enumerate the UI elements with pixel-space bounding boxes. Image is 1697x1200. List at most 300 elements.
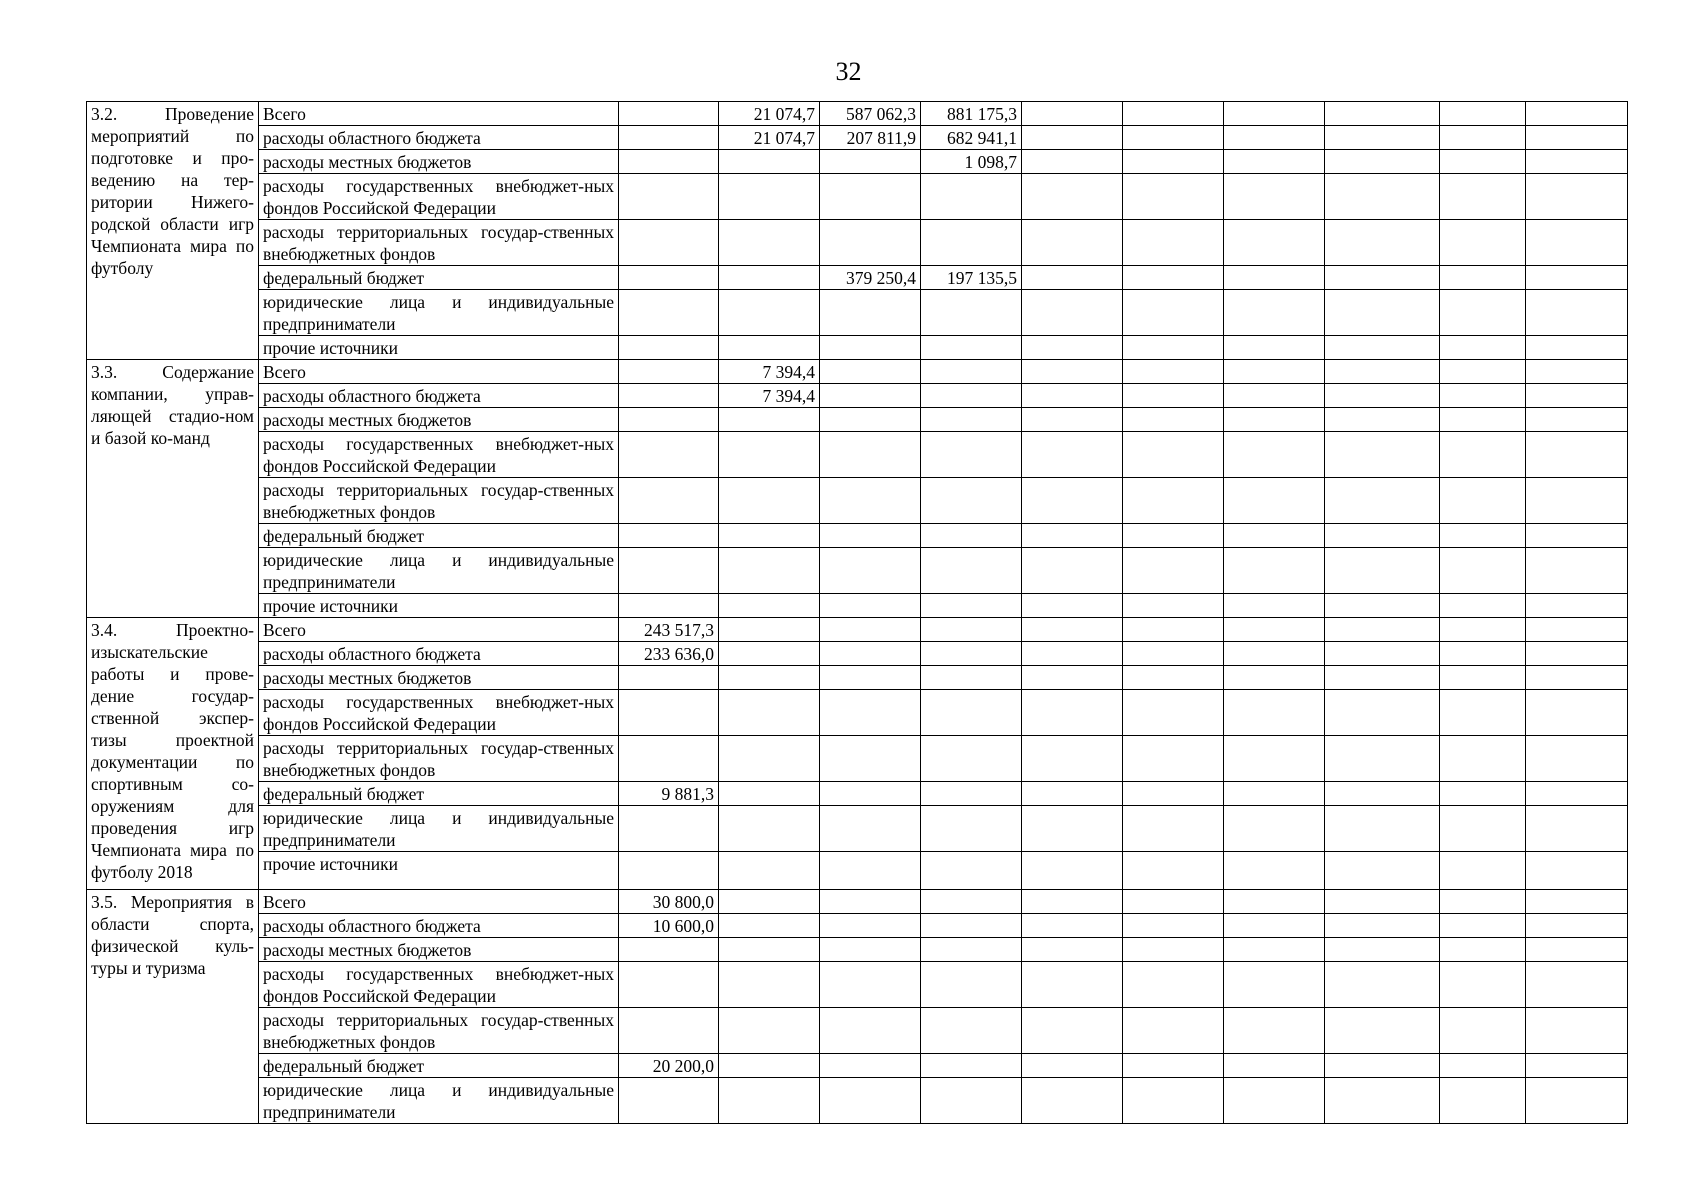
amount-cell xyxy=(921,736,1022,782)
amount-cell xyxy=(1022,102,1123,126)
amount-cell: 379 250,4 xyxy=(820,266,921,290)
amount-cell: 21 074,7 xyxy=(719,126,820,150)
amount-cell xyxy=(820,432,921,478)
funding-source: прочие источники xyxy=(259,336,619,360)
amount-cell xyxy=(1123,150,1224,174)
amount-cell xyxy=(1526,1078,1628,1124)
amount-cell xyxy=(1526,360,1628,384)
amount-cell xyxy=(1325,102,1440,126)
amount-cell xyxy=(1325,266,1440,290)
amount-cell xyxy=(1325,1008,1440,1054)
amount-cell: 9 881,3 xyxy=(619,782,719,806)
amount-cell xyxy=(1224,736,1325,782)
amount-cell xyxy=(1224,914,1325,938)
amount-cell xyxy=(1123,666,1224,690)
table-row xyxy=(87,548,1628,594)
amount-cell xyxy=(1022,666,1123,690)
amount-cell xyxy=(1526,548,1628,594)
amount-cell: 197 135,5 xyxy=(921,266,1022,290)
amount-cell: 207 811,9 xyxy=(820,126,921,150)
amount-cell xyxy=(1022,432,1123,478)
amount-cell xyxy=(820,690,921,736)
amount-cell: 7 394,4 xyxy=(719,360,820,384)
amount-cell xyxy=(1526,384,1628,408)
amount-cell xyxy=(1022,618,1123,642)
amount-cell xyxy=(719,806,820,852)
amount-cell xyxy=(1123,690,1224,736)
amount-cell xyxy=(1123,938,1224,962)
amount-cell: 21 074,7 xyxy=(719,102,820,126)
amount-cell xyxy=(1440,360,1526,384)
amount-cell xyxy=(1224,852,1325,890)
amount-cell xyxy=(1123,408,1224,432)
amount-cell: 881 175,3 xyxy=(921,102,1022,126)
amount-cell xyxy=(1022,290,1123,336)
amount-cell xyxy=(1022,914,1123,938)
amount-cell xyxy=(1526,1008,1628,1054)
table-row xyxy=(87,642,1628,666)
amount-cell xyxy=(921,548,1022,594)
amount-cell xyxy=(921,174,1022,220)
amount-cell xyxy=(1325,432,1440,478)
amount-cell: 30 800,0 xyxy=(619,890,719,914)
amount-cell xyxy=(1325,478,1440,524)
funding-source: Всего xyxy=(259,360,619,384)
amount-cell xyxy=(1022,1008,1123,1054)
amount-cell xyxy=(1224,126,1325,150)
table-row xyxy=(87,690,1628,736)
amount-cell xyxy=(1123,736,1224,782)
amount-cell xyxy=(1022,890,1123,914)
amount-cell xyxy=(1325,548,1440,594)
amount-cell xyxy=(1325,690,1440,736)
amount-cell xyxy=(820,852,921,890)
table-row xyxy=(87,938,1628,962)
amount-cell xyxy=(719,220,820,266)
amount-cell xyxy=(619,432,719,478)
amount-cell: 10 600,0 xyxy=(619,914,719,938)
amount-cell xyxy=(1440,220,1526,266)
amount-cell xyxy=(921,642,1022,666)
funding-source: расходы территориальных государ-ственных внебюджетных фондов xyxy=(259,478,619,524)
amount-cell xyxy=(1224,524,1325,548)
amount-cell xyxy=(1440,1054,1526,1078)
amount-cell xyxy=(1224,618,1325,642)
amount-cell xyxy=(1022,384,1123,408)
amount-cell xyxy=(820,914,921,938)
amount-cell xyxy=(1224,666,1325,690)
table-row xyxy=(87,666,1628,690)
amount-cell xyxy=(1440,408,1526,432)
amount-cell xyxy=(619,408,719,432)
table-row xyxy=(87,408,1628,432)
amount-cell xyxy=(1224,938,1325,962)
amount-cell xyxy=(1526,220,1628,266)
amount-cell xyxy=(921,478,1022,524)
amount-cell xyxy=(719,408,820,432)
table-row xyxy=(87,220,1628,266)
amount-cell xyxy=(1440,736,1526,782)
amount-cell xyxy=(1440,806,1526,852)
amount-cell xyxy=(921,852,1022,890)
amount-cell xyxy=(719,642,820,666)
amount-cell xyxy=(820,336,921,360)
amount-cell xyxy=(719,736,820,782)
amount-cell xyxy=(1526,890,1628,914)
amount-cell xyxy=(1440,432,1526,478)
amount-cell xyxy=(921,524,1022,548)
amount-cell xyxy=(619,548,719,594)
amount-cell xyxy=(1022,1054,1123,1078)
table-row xyxy=(87,102,1628,126)
amount-cell xyxy=(1123,524,1224,548)
amount-cell xyxy=(719,290,820,336)
funding-source: расходы территориальных государ-ственных внебюджетных фондов xyxy=(259,220,619,266)
amount-cell xyxy=(1224,642,1325,666)
amount-cell xyxy=(719,852,820,890)
amount-cell xyxy=(619,1008,719,1054)
amount-cell xyxy=(719,690,820,736)
amount-cell xyxy=(1224,1008,1325,1054)
amount-cell xyxy=(619,806,719,852)
amount-cell xyxy=(1440,336,1526,360)
amount-cell xyxy=(820,478,921,524)
amount-cell xyxy=(1022,336,1123,360)
amount-cell xyxy=(1022,150,1123,174)
amount-cell xyxy=(1123,806,1224,852)
amount-cell xyxy=(619,666,719,690)
amount-cell xyxy=(1123,174,1224,220)
amount-cell xyxy=(1526,618,1628,642)
amount-cell xyxy=(1022,548,1123,594)
amount-cell xyxy=(1325,1078,1440,1124)
funding-source: федеральный бюджет xyxy=(259,1054,619,1078)
amount-cell xyxy=(1325,666,1440,690)
amount-cell xyxy=(1224,266,1325,290)
amount-cell xyxy=(1022,962,1123,1008)
amount-cell xyxy=(1325,852,1440,890)
table-row xyxy=(87,806,1628,852)
amount-cell xyxy=(619,290,719,336)
amount-cell xyxy=(921,408,1022,432)
page-number: 32 xyxy=(835,57,862,86)
funding-source: Всего xyxy=(259,890,619,914)
amount-cell xyxy=(619,938,719,962)
amount-cell xyxy=(719,594,820,618)
amount-cell xyxy=(619,266,719,290)
amount-cell xyxy=(1123,220,1224,266)
table-row xyxy=(87,618,1628,642)
amount-cell xyxy=(1440,548,1526,594)
amount-cell xyxy=(1224,150,1325,174)
amount-cell xyxy=(1526,666,1628,690)
table-row xyxy=(87,852,1628,890)
funding-source: Всего xyxy=(259,618,619,642)
amount-cell xyxy=(1123,1078,1224,1124)
measure-title: 3.5. Мероприятия в области спорта, физической куль-туры и туризма xyxy=(87,890,259,1124)
funding-source: расходы местных бюджетов xyxy=(259,666,619,690)
amount-cell xyxy=(1022,938,1123,962)
amount-cell: 7 394,4 xyxy=(719,384,820,408)
amount-cell xyxy=(1022,220,1123,266)
amount-cell xyxy=(1224,890,1325,914)
amount-cell xyxy=(1526,290,1628,336)
amount-cell xyxy=(820,594,921,618)
amount-cell xyxy=(1123,336,1224,360)
amount-cell: 233 636,0 xyxy=(619,642,719,666)
amount-cell xyxy=(619,736,719,782)
funding-source: Всего xyxy=(259,102,619,126)
amount-cell xyxy=(1022,594,1123,618)
funding-source: расходы местных бюджетов xyxy=(259,938,619,962)
amount-cell xyxy=(1123,126,1224,150)
amount-cell xyxy=(820,150,921,174)
amount-cell xyxy=(1224,432,1325,478)
amount-cell xyxy=(820,642,921,666)
amount-cell xyxy=(1123,478,1224,524)
amount-cell xyxy=(1440,938,1526,962)
amount-cell xyxy=(921,690,1022,736)
table-row xyxy=(87,1008,1628,1054)
amount-cell xyxy=(1123,432,1224,478)
amount-cell xyxy=(1440,690,1526,736)
amount-cell xyxy=(619,102,719,126)
amount-cell: 243 517,3 xyxy=(619,618,719,642)
amount-cell xyxy=(1526,174,1628,220)
amount-cell xyxy=(619,150,719,174)
amount-cell xyxy=(1526,938,1628,962)
amount-cell xyxy=(820,618,921,642)
amount-cell: 587 062,3 xyxy=(820,102,921,126)
amount-cell xyxy=(1325,938,1440,962)
funding-source: юридические лица и индивидуальные предприниматели xyxy=(259,1078,619,1124)
amount-cell xyxy=(619,126,719,150)
amount-cell xyxy=(921,666,1022,690)
table-row xyxy=(87,736,1628,782)
funding-source: федеральный бюджет xyxy=(259,266,619,290)
amount-cell xyxy=(820,1054,921,1078)
amount-cell xyxy=(1224,548,1325,594)
amount-cell xyxy=(1440,962,1526,1008)
amount-cell xyxy=(1224,336,1325,360)
funding-source: расходы государственных внебюджет-ных фондов Российской Федерации xyxy=(259,962,619,1008)
amount-cell xyxy=(1526,962,1628,1008)
amount-cell xyxy=(1440,618,1526,642)
amount-cell xyxy=(1022,806,1123,852)
table-row xyxy=(87,1078,1628,1124)
table-row xyxy=(87,890,1628,914)
amount-cell xyxy=(1440,478,1526,524)
amount-cell xyxy=(820,384,921,408)
amount-cell xyxy=(921,432,1022,478)
measure-title: 3.2. Проведение мероприятий по подготовке и про-ведению на тер-ритории Нижего-родской области игр Чемпионата мира по футболу xyxy=(87,102,259,360)
table-row xyxy=(87,290,1628,336)
amount-cell xyxy=(1123,782,1224,806)
amount-cell xyxy=(1123,642,1224,666)
amount-cell xyxy=(820,548,921,594)
amount-cell xyxy=(820,1008,921,1054)
budget-table xyxy=(86,101,1628,1124)
table-row xyxy=(87,174,1628,220)
funding-source: расходы государственных внебюджет-ных фондов Российской Федерации xyxy=(259,174,619,220)
funding-source: расходы территориальных государ-ственных внебюджетных фондов xyxy=(259,1008,619,1054)
amount-cell xyxy=(921,336,1022,360)
amount-cell xyxy=(1325,1054,1440,1078)
amount-cell xyxy=(1123,548,1224,594)
amount-cell xyxy=(719,1078,820,1124)
amount-cell xyxy=(1526,914,1628,938)
amount-cell xyxy=(1440,914,1526,938)
amount-cell xyxy=(619,594,719,618)
amount-cell xyxy=(1022,266,1123,290)
table-row xyxy=(87,782,1628,806)
measure-title: 3.4. Проектно-изыскательские работы и прове-дение государ-ственной экспер-тизы проектной документации по спортивным со-оружениям для проведения игр Чемпионата мира по футболу 2018 xyxy=(87,618,259,890)
amount-cell xyxy=(1325,290,1440,336)
amount-cell xyxy=(1224,1078,1325,1124)
amount-cell xyxy=(619,962,719,1008)
amount-cell xyxy=(719,962,820,1008)
amount-cell xyxy=(1123,266,1224,290)
funding-source: федеральный бюджет xyxy=(259,782,619,806)
funding-source: расходы областного бюджета xyxy=(259,384,619,408)
amount-cell xyxy=(921,1078,1022,1124)
amount-cell xyxy=(1123,290,1224,336)
amount-cell xyxy=(1526,432,1628,478)
amount-cell xyxy=(1123,890,1224,914)
amount-cell xyxy=(1440,290,1526,336)
amount-cell xyxy=(619,1078,719,1124)
amount-cell xyxy=(1526,524,1628,548)
amount-cell xyxy=(1526,806,1628,852)
amount-cell xyxy=(1123,852,1224,890)
amount-cell xyxy=(1224,1054,1325,1078)
amount-cell xyxy=(1224,806,1325,852)
amount-cell xyxy=(1123,962,1224,1008)
amount-cell xyxy=(1325,782,1440,806)
amount-cell xyxy=(1526,102,1628,126)
amount-cell xyxy=(921,594,1022,618)
funding-source: федеральный бюджет xyxy=(259,524,619,548)
amount-cell xyxy=(1123,1008,1224,1054)
amount-cell xyxy=(820,666,921,690)
amount-cell xyxy=(1123,384,1224,408)
amount-cell xyxy=(1440,266,1526,290)
amount-cell xyxy=(820,782,921,806)
amount-cell xyxy=(820,890,921,914)
amount-cell xyxy=(1022,782,1123,806)
amount-cell xyxy=(1526,782,1628,806)
amount-cell xyxy=(1224,690,1325,736)
amount-cell xyxy=(1440,852,1526,890)
amount-cell xyxy=(1123,102,1224,126)
amount-cell xyxy=(719,150,820,174)
amount-cell xyxy=(1440,384,1526,408)
amount-cell xyxy=(1325,150,1440,174)
amount-cell xyxy=(1022,524,1123,548)
amount-cell xyxy=(1526,852,1628,890)
funding-source: расходы местных бюджетов xyxy=(259,408,619,432)
amount-cell xyxy=(921,914,1022,938)
amount-cell xyxy=(719,938,820,962)
amount-cell xyxy=(1224,962,1325,1008)
amount-cell xyxy=(1526,594,1628,618)
amount-cell xyxy=(1224,174,1325,220)
amount-cell xyxy=(1022,360,1123,384)
amount-cell xyxy=(1325,642,1440,666)
amount-cell xyxy=(820,806,921,852)
amount-cell xyxy=(1022,1078,1123,1124)
amount-cell xyxy=(719,174,820,220)
amount-cell xyxy=(1325,408,1440,432)
table-row xyxy=(87,524,1628,548)
amount-cell xyxy=(1440,174,1526,220)
amount-cell xyxy=(1224,384,1325,408)
amount-cell xyxy=(1526,336,1628,360)
funding-source: прочие источники xyxy=(259,594,619,618)
amount-cell xyxy=(1440,126,1526,150)
measure-title: 3.3. Содержание компании, управ-ляющей стадио-ном и базой ко-манд xyxy=(87,360,259,618)
funding-source: юридические лица и индивидуальные предприниматели xyxy=(259,548,619,594)
amount-cell: 1 098,7 xyxy=(921,150,1022,174)
amount-cell xyxy=(1526,1054,1628,1078)
amount-cell xyxy=(1440,1078,1526,1124)
amount-cell xyxy=(619,220,719,266)
amount-cell xyxy=(820,938,921,962)
table-row xyxy=(87,266,1628,290)
amount-cell xyxy=(719,914,820,938)
amount-cell xyxy=(1022,408,1123,432)
amount-cell xyxy=(719,782,820,806)
amount-cell xyxy=(921,290,1022,336)
amount-cell xyxy=(921,360,1022,384)
amount-cell xyxy=(1325,336,1440,360)
amount-cell xyxy=(1325,524,1440,548)
amount-cell xyxy=(1224,102,1325,126)
amount-cell xyxy=(1224,290,1325,336)
amount-cell xyxy=(921,1008,1022,1054)
amount-cell xyxy=(1123,594,1224,618)
amount-cell xyxy=(820,220,921,266)
amount-cell xyxy=(719,1054,820,1078)
amount-cell xyxy=(921,618,1022,642)
amount-cell xyxy=(1526,126,1628,150)
amount-cell xyxy=(820,1078,921,1124)
amount-cell xyxy=(1526,408,1628,432)
amount-cell xyxy=(719,618,820,642)
amount-cell xyxy=(719,336,820,360)
amount-cell xyxy=(1224,220,1325,266)
amount-cell xyxy=(719,478,820,524)
amount-cell xyxy=(820,524,921,548)
amount-cell xyxy=(1022,690,1123,736)
amount-cell xyxy=(1526,266,1628,290)
amount-cell xyxy=(719,524,820,548)
amount-cell xyxy=(820,736,921,782)
amount-cell xyxy=(1224,478,1325,524)
amount-cell xyxy=(719,666,820,690)
amount-cell xyxy=(1224,360,1325,384)
amount-cell xyxy=(820,290,921,336)
funding-source: расходы местных бюджетов xyxy=(259,150,619,174)
amount-cell xyxy=(719,432,820,478)
table-row xyxy=(87,962,1628,1008)
funding-source: расходы областного бюджета xyxy=(259,642,619,666)
table-row xyxy=(87,432,1628,478)
funding-source: расходы областного бюджета xyxy=(259,914,619,938)
amount-cell xyxy=(1224,782,1325,806)
amount-cell xyxy=(921,1054,1022,1078)
amount-cell xyxy=(1325,618,1440,642)
